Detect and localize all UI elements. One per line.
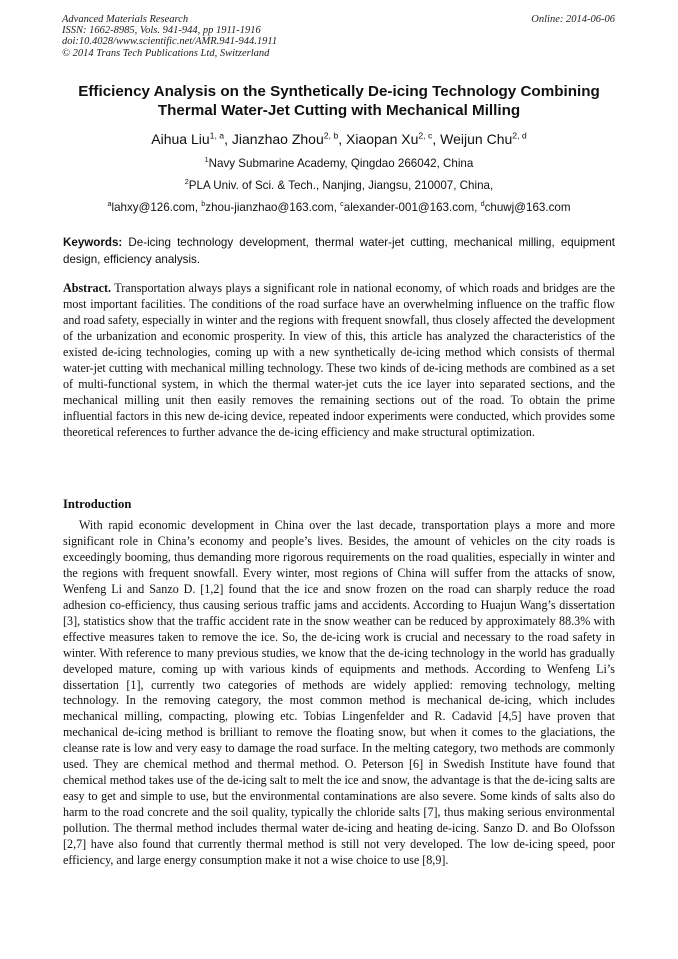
email-address: zhou-jianzhao@163.com, (205, 201, 337, 214)
affiliation-text: Navy Submarine Academy, Qingdao 266042, China (208, 157, 474, 170)
author-name: Jianzhao Zhou (231, 131, 324, 147)
email-address: alexander-001@163.com, (343, 201, 478, 214)
journal-name: Advanced Materials Research (62, 14, 189, 25)
copyright-line: © 2014 Trans Tech Publications Ltd, Switzerland (62, 47, 270, 59)
affiliation-mark: 1 (204, 155, 209, 165)
title-line-2: Thermal Water-Jet Cutting with Mechanical Milling (157, 102, 521, 119)
online-date: Online: 2014-06-06 (531, 14, 615, 25)
affiliation-1 (40, 156, 638, 171)
author-affiliation-mark: 2, b (323, 130, 339, 141)
email-address: chuwj@163.com (484, 201, 571, 214)
affiliation-text: PLA Univ. of Sci. & Tech., Nanjing, Jiangsu, 210007, China, (188, 179, 494, 192)
title-line-1: Efficiency Analysis on the Synthetically De-icing Technology Combining (78, 83, 600, 100)
journal-header (62, 14, 277, 59)
introduction-paragraph: With rapid economic development in China over the last decade, transportation plays a more and more significant role in China’s economy and people’s lives. Besides, the amount of vehicles on the city roads is exceedingly booming, thus demanding more rigorous requirements on the road qualities, especially in winter and the regions with frequent snowfall. Every winter, most regions of China will suffer from the attacks of snow, Wenfeng Li and Sanzo D. [1,2] found that the ice and snow frozen on the road can sharply reduce the road adhesion co-efficiency, thus causing serious traffic jams and accidents. According to Huajun Wang’s dissertation [3], statistics show that the traffic accident rate in the snow weather can be reduced by approximately 88.3% with effective measures taken to remove the ice. So, the de-icing work is crucial and necessary to the road safety in winter. With reference to many previous studies, we know that the de-icing technology in the world has gradually developed mature, coming up with various kinds of equipments and methods. According to Wenfeng Li’s dissertation [1], currently two categories of methods are widely applied: removing technology, melting technology. In the removing category, the most common method is mechanical de-icing, which includes mechanical milling, compacting, plowing etc. Tobias Lingenfelder and R. Cadavid [4,5] have proven that mechanical de-icing method is brilliant to remove the floating snow, but when it comes to the glaciations, the cleanse rate is low and very easy to damage the road surface. In the melting category, two methods are commonly used. They are chemical method and thermal method. O. Peterson [6] in Swedish Institute have found that chemical method takes use of the de-icing salt to melt the ice and snow, the advantage is that the de-icing salts are easy to get and simple to use, but the environmental contaminations are also severe. Some kinds of salts also do harm to the road concrete and the soil quality, typically the chloride salts [7], thus making serious environmental pollution. The thermal method includes thermal water de-icing and heating de-icing. Sanzo D. and Bo Olofsson [2,7] have also found that currently thermal method is still not very developed. The low de-icing speed, poor efficiency, and large energy consumption make it not a wise choice to use [8,9]. (63, 518, 615, 868)
email-mark: d (480, 199, 485, 209)
author-affiliation-mark: 2, d (512, 130, 527, 141)
section-heading: Introduction (63, 497, 132, 511)
abstract-text: Transportation always plays a significant role in national economy, of which roads and bridges are the most important facilities. The conditions of the road surface have an overwhelming influence on the traffic flow and road safety, especially in winter and the regions with frequent snowfall, thus closely affected the development of the urbanization and economic prosperity. In view of this, this article has analyzed the characteristics of the existed de-icing technologies, coming up with a new synthetically de-icing method which consists of thermal water-jet cutting with mechanical milling technology. These two kinds of de-icing methods are combined as a set of multi-functional system, in which the thermal water-jet cuts the ice layer into separated sections, and the mechanical milling unit then easily removes the remaining sections out of the road. To obtain the prime influential factors in this new de-icing device, repeated indoor experiments were conducted, which provides some theoretical references to further advance the de-icing efficiency and make structural optimization. (63, 281, 615, 439)
email-mark: a (107, 199, 112, 209)
affiliation-2 (40, 178, 638, 193)
author-name: Weijun Chu (440, 131, 513, 147)
keywords-block (63, 235, 615, 268)
keywords-label: Keywords: (63, 236, 123, 249)
author-list: Aihua Liu$^{1, a}$, Jianzhao Zhou$^{2, b}$, Xiaopan Xu$^{2, c}$, Weijun Chu$^{2, d}$ (151, 130, 527, 147)
email-mark: c (340, 199, 344, 209)
author-name: Xiaopan Xu (345, 131, 419, 147)
email-mark: b (201, 199, 206, 209)
author-affiliation-mark: 1, a (209, 130, 225, 141)
keywords-text: De-icing technology development, thermal water-jet cutting, mechanical milling, equipment design, efficiency analysis. (63, 236, 615, 266)
email-address: lahxy@126.com, (111, 201, 199, 214)
email-list (40, 200, 638, 215)
abstract-block (63, 281, 615, 441)
issn-line: ISSN: 1662-8985, Vols. 941-944, pp 1911-1916 (62, 25, 261, 37)
author-affiliation-mark: 2, c (418, 130, 433, 141)
abstract-label: Abstract. (63, 281, 112, 295)
paper-title (40, 82, 638, 120)
author-name: Aihua Liu (151, 131, 210, 147)
affiliation-mark: 2 (184, 177, 189, 187)
doi-line: doi:10.4028/www.scientific.net/AMR.941-944.1911 (62, 36, 278, 48)
